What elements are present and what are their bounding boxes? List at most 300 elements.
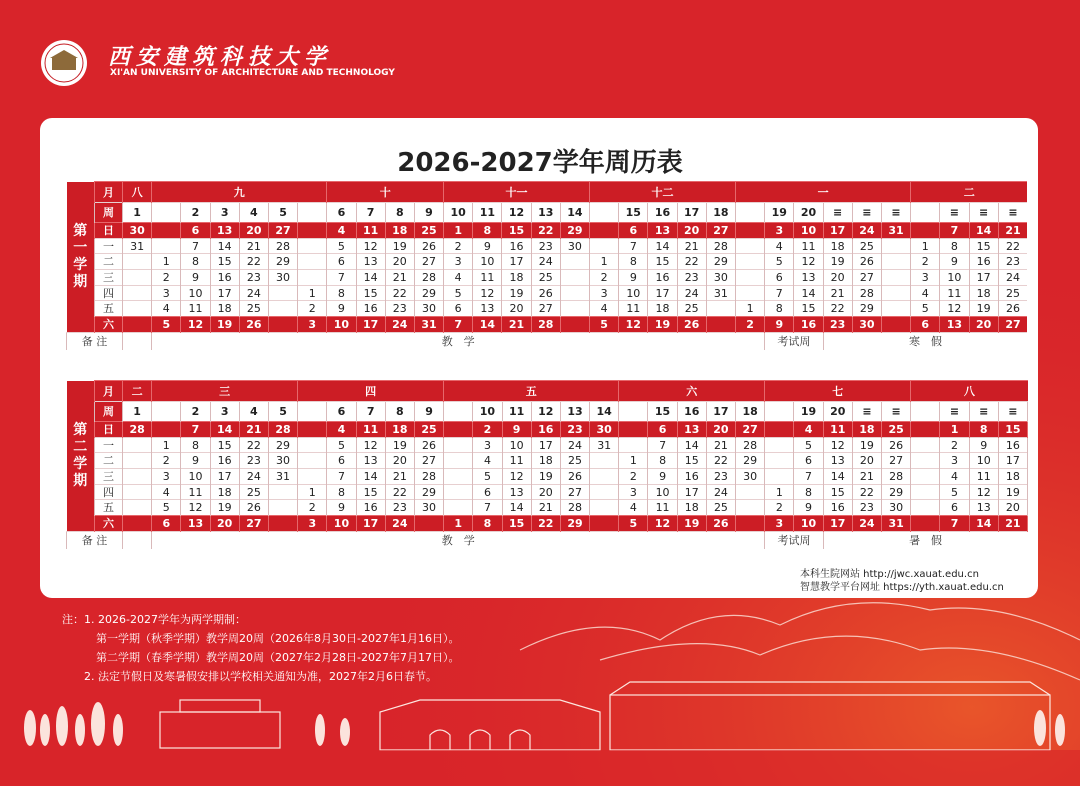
date-cell: 16 <box>356 500 385 516</box>
date-cell <box>298 469 327 485</box>
date-cell: 27 <box>852 270 881 286</box>
date-cell: 7 <box>765 285 794 301</box>
date-cell: 4 <box>152 484 181 500</box>
date-cell <box>911 437 940 453</box>
day-row <box>67 285 1028 301</box>
date-cell: 3 <box>473 437 502 453</box>
day-row <box>67 254 1028 270</box>
date-cell <box>765 453 794 469</box>
date-cell: 1 <box>736 301 765 317</box>
date-cell: 28 <box>123 422 152 438</box>
date-cell: 1 <box>298 484 327 500</box>
date-cell: 6 <box>473 484 502 500</box>
date-cell: 20 <box>502 301 531 317</box>
date-cell: 12 <box>969 484 998 500</box>
date-cell: 16 <box>356 301 385 317</box>
date-cell: 24 <box>852 223 881 239</box>
weekday-label: 日 <box>95 223 123 239</box>
date-cell: 13 <box>210 223 239 239</box>
date-cell: 4 <box>473 453 502 469</box>
date-cell: 6 <box>444 301 473 317</box>
date-cell: 23 <box>385 301 414 317</box>
university-name-cn: 西安建筑科技大学 <box>108 44 333 70</box>
date-cell: 12 <box>823 437 852 453</box>
date-cell: 19 <box>998 484 1027 500</box>
week-number-cell: 1 <box>123 203 152 223</box>
date-cell: 31 <box>268 469 297 485</box>
week-number-cell: 18 <box>706 203 735 223</box>
date-cell: 1 <box>619 453 648 469</box>
week-number-cell: 4 <box>239 203 268 223</box>
date-cell: 9 <box>181 453 210 469</box>
date-cell: 25 <box>998 285 1027 301</box>
week-number-cell: 10 <box>473 402 502 422</box>
date-cell: 3 <box>298 516 327 532</box>
date-cell: 25 <box>414 422 443 438</box>
date-cell <box>152 238 181 254</box>
date-cell <box>911 500 940 516</box>
week-number-cell: 8 <box>385 402 414 422</box>
date-cell: 6 <box>152 516 181 532</box>
date-cell: 12 <box>619 317 648 333</box>
date-cell <box>268 285 297 301</box>
date-cell: 5 <box>590 317 619 333</box>
week-number-cell: 14 <box>590 402 619 422</box>
date-cell: 10 <box>502 437 531 453</box>
month-row <box>67 381 1028 402</box>
date-cell: 2 <box>619 469 648 485</box>
date-cell: 2 <box>298 301 327 317</box>
date-cell: 21 <box>385 270 414 286</box>
date-cell: 27 <box>706 223 735 239</box>
date-cell: 7 <box>327 270 356 286</box>
date-cell: 30 <box>590 422 619 438</box>
date-cell: 9 <box>181 270 210 286</box>
date-cell: 25 <box>239 301 268 317</box>
date-cell: 25 <box>239 484 268 500</box>
week-number-cell: 7 <box>356 402 385 422</box>
date-cell: 19 <box>969 301 998 317</box>
date-cell: 2 <box>152 270 181 286</box>
date-cell <box>123 317 152 333</box>
date-cell: 1 <box>444 516 473 532</box>
date-cell: 19 <box>385 437 414 453</box>
date-cell <box>298 223 327 239</box>
month-row <box>67 182 1028 203</box>
date-cell <box>736 516 765 532</box>
week-number-cell <box>444 402 473 422</box>
date-cell <box>123 254 152 270</box>
week-number-cell: 10 <box>444 203 473 223</box>
date-cell <box>765 437 794 453</box>
date-cell: 26 <box>998 301 1027 317</box>
date-cell: 17 <box>823 516 852 532</box>
remark-cell: 考试周 <box>765 531 823 549</box>
date-cell: 4 <box>765 238 794 254</box>
date-cell: 6 <box>327 453 356 469</box>
date-cell: 20 <box>852 453 881 469</box>
date-cell <box>560 285 589 301</box>
date-cell <box>414 516 443 532</box>
remark-cell <box>123 531 152 549</box>
week-number-cell <box>736 203 765 223</box>
date-cell: 8 <box>181 437 210 453</box>
yth-website-link[interactable]: 智慧教学平台网址 https://yth.xauat.edu.cn <box>800 582 1004 593</box>
date-cell: 27 <box>560 484 589 500</box>
week-number-cell: 12 <box>502 203 531 223</box>
remarks-label: 备 注 <box>67 332 123 350</box>
date-cell: 31 <box>881 223 910 239</box>
date-cell: 14 <box>794 285 823 301</box>
date-cell: 2 <box>736 317 765 333</box>
date-cell: 16 <box>648 270 677 286</box>
date-cell: 17 <box>210 285 239 301</box>
date-cell: 15 <box>356 285 385 301</box>
week-number-cell: 9 <box>414 203 443 223</box>
date-cell: 11 <box>356 422 385 438</box>
week-number-cell: 5 <box>268 203 297 223</box>
date-cell: 17 <box>998 453 1027 469</box>
date-cell: 7 <box>181 422 210 438</box>
date-cell: 12 <box>648 516 677 532</box>
date-cell <box>881 301 910 317</box>
date-cell <box>881 317 910 333</box>
date-cell: 19 <box>210 500 239 516</box>
date-cell: 20 <box>823 270 852 286</box>
date-cell: 12 <box>473 285 502 301</box>
date-cell: 30 <box>852 317 881 333</box>
date-cell: 26 <box>414 238 443 254</box>
date-cell: 17 <box>356 516 385 532</box>
website-links <box>800 568 1004 594</box>
date-cell: 30 <box>268 270 297 286</box>
week-number-cell: 2 <box>181 203 210 223</box>
week-number-cell: 3 <box>210 203 239 223</box>
date-cell: 18 <box>969 285 998 301</box>
date-cell: 29 <box>414 285 443 301</box>
date-cell: 11 <box>181 484 210 500</box>
date-cell <box>123 301 152 317</box>
date-cell <box>298 270 327 286</box>
weekday-label: 四 <box>95 285 123 301</box>
day-row <box>67 223 1028 239</box>
date-cell: 15 <box>677 453 706 469</box>
date-cell <box>444 453 473 469</box>
date-cell: 23 <box>823 317 852 333</box>
date-cell: 18 <box>677 500 706 516</box>
date-cell: 28 <box>268 238 297 254</box>
date-cell: 12 <box>356 238 385 254</box>
date-cell: 26 <box>414 437 443 453</box>
date-cell <box>736 285 765 301</box>
date-cell <box>444 422 473 438</box>
date-cell <box>444 469 473 485</box>
date-cell: 21 <box>502 317 531 333</box>
date-cell: 15 <box>794 301 823 317</box>
date-cell <box>736 500 765 516</box>
date-cell: 5 <box>473 469 502 485</box>
date-cell: 5 <box>444 285 473 301</box>
date-cell: 8 <box>327 285 356 301</box>
week-number-cell <box>619 402 648 422</box>
month-label: 月 <box>95 381 123 402</box>
remarks-row <box>67 332 1028 350</box>
date-cell <box>590 516 619 532</box>
date-cell: 28 <box>852 285 881 301</box>
weekday-label: 一 <box>95 437 123 453</box>
date-cell: 5 <box>152 317 181 333</box>
date-cell: 2 <box>590 270 619 286</box>
date-cell: 24 <box>385 317 414 333</box>
week-number-cell: ≡ <box>998 402 1027 422</box>
date-cell: 16 <box>502 238 531 254</box>
weekday-label: 三 <box>95 469 123 485</box>
date-cell: 25 <box>677 301 706 317</box>
day-row <box>67 469 1028 485</box>
date-cell: 23 <box>239 453 268 469</box>
remarks-label: 备 注 <box>67 531 123 549</box>
date-cell: 6 <box>794 453 823 469</box>
date-cell: 24 <box>998 270 1027 286</box>
date-cell: 14 <box>210 238 239 254</box>
date-cell: 13 <box>502 484 531 500</box>
date-cell <box>560 317 589 333</box>
date-cell: 22 <box>706 453 735 469</box>
date-cell: 22 <box>239 437 268 453</box>
date-cell <box>619 437 648 453</box>
week-number-cell: 11 <box>473 203 502 223</box>
date-cell: 1 <box>940 422 969 438</box>
date-cell: 17 <box>823 223 852 239</box>
date-cell: 16 <box>210 453 239 469</box>
date-cell: 21 <box>998 516 1027 532</box>
date-cell: 12 <box>502 469 531 485</box>
date-cell: 4 <box>619 500 648 516</box>
date-cell: 16 <box>998 437 1027 453</box>
date-cell: 31 <box>706 285 735 301</box>
date-cell: 29 <box>706 254 735 270</box>
week-number-cell: ≡ <box>881 203 910 223</box>
date-cell: 31 <box>882 516 911 532</box>
note-1b: 第二学期（春季学期）教学周20周（2027年2月28日-2027年7月17日）。 <box>96 651 460 664</box>
week-number-cell: ≡ <box>852 203 881 223</box>
weekday-label: 六 <box>95 516 123 532</box>
date-cell: 21 <box>998 223 1027 239</box>
date-cell: 18 <box>648 301 677 317</box>
week-number-cell <box>911 402 940 422</box>
date-cell: 15 <box>210 254 239 270</box>
date-cell: 15 <box>823 484 852 500</box>
date-cell: 10 <box>181 469 210 485</box>
date-cell <box>123 516 152 532</box>
month-cell: 三 <box>152 381 298 402</box>
date-cell: 4 <box>444 270 473 286</box>
date-cell <box>736 484 765 500</box>
week-number-cell: 18 <box>736 402 765 422</box>
month-cell: 十二 <box>590 182 736 203</box>
date-cell: 26 <box>239 500 268 516</box>
date-cell: 13 <box>648 223 677 239</box>
week-number-cell <box>152 402 181 422</box>
date-cell: 16 <box>531 422 560 438</box>
date-cell: 16 <box>969 254 998 270</box>
date-cell <box>911 422 940 438</box>
date-cell: 15 <box>969 238 998 254</box>
weekday-label: 六 <box>95 317 123 333</box>
date-cell: 23 <box>239 270 268 286</box>
date-cell: 23 <box>998 254 1027 270</box>
date-cell: 10 <box>794 223 823 239</box>
date-cell <box>590 223 619 239</box>
date-cell: 3 <box>911 270 940 286</box>
date-cell: 16 <box>210 270 239 286</box>
semester-label: 第一学期 <box>67 182 95 333</box>
date-cell <box>268 301 297 317</box>
month-cell: 五 <box>444 381 619 402</box>
date-cell: 30 <box>414 301 443 317</box>
date-cell: 7 <box>181 238 210 254</box>
date-cell: 11 <box>473 270 502 286</box>
date-cell: 17 <box>531 437 560 453</box>
date-cell: 1 <box>765 484 794 500</box>
note-1: 注：1. 2026-2027学年为两学期制： <box>62 613 246 626</box>
date-cell <box>619 422 648 438</box>
date-cell: 9 <box>765 317 794 333</box>
date-cell: 17 <box>969 270 998 286</box>
date-cell: 9 <box>327 500 356 516</box>
date-cell: 25 <box>531 270 560 286</box>
date-cell: 3 <box>619 484 648 500</box>
week-number-cell: 14 <box>560 203 589 223</box>
date-cell: 8 <box>765 301 794 317</box>
date-cell: 4 <box>940 469 969 485</box>
day-row <box>67 500 1028 516</box>
week-number-cell <box>298 203 327 223</box>
date-cell: 19 <box>502 285 531 301</box>
date-cell: 19 <box>648 317 677 333</box>
date-cell: 20 <box>969 317 998 333</box>
date-cell: 18 <box>210 484 239 500</box>
date-cell: 12 <box>940 301 969 317</box>
date-cell: 27 <box>414 453 443 469</box>
semester2-calendar-table <box>66 380 1028 549</box>
date-cell: 9 <box>794 500 823 516</box>
date-cell: 6 <box>648 422 677 438</box>
date-cell: 6 <box>940 500 969 516</box>
date-cell: 28 <box>268 422 297 438</box>
week-number-cell: 17 <box>706 402 735 422</box>
date-cell: 27 <box>239 516 268 532</box>
date-cell: 25 <box>560 453 589 469</box>
date-cell: 7 <box>940 223 969 239</box>
date-cell <box>590 500 619 516</box>
date-cell: 14 <box>473 317 502 333</box>
date-cell: 22 <box>531 223 560 239</box>
week-number-cell: 16 <box>648 203 677 223</box>
date-cell: 26 <box>852 254 881 270</box>
date-cell: 9 <box>473 238 502 254</box>
month-cell: 八 <box>911 381 1028 402</box>
date-cell: 16 <box>823 500 852 516</box>
date-cell: 6 <box>327 254 356 270</box>
date-cell: 22 <box>385 285 414 301</box>
date-cell: 18 <box>385 223 414 239</box>
date-cell <box>268 317 297 333</box>
date-cell: 3 <box>765 516 794 532</box>
date-cell: 24 <box>852 516 881 532</box>
remark-cell: 考试周 <box>765 332 823 350</box>
day-row <box>67 270 1028 286</box>
week-number-cell: ≡ <box>998 203 1027 223</box>
remark-cell: 寒 假 <box>823 332 1027 350</box>
date-cell: 11 <box>648 500 677 516</box>
date-cell <box>268 516 297 532</box>
month-cell: 二 <box>911 182 1028 203</box>
date-cell <box>123 484 152 500</box>
date-cell: 20 <box>385 254 414 270</box>
week-number-cell: ≡ <box>882 402 911 422</box>
date-cell <box>123 437 152 453</box>
date-cell: 2 <box>152 453 181 469</box>
date-cell <box>881 285 910 301</box>
date-cell: 22 <box>852 484 881 500</box>
week-row <box>67 203 1028 223</box>
jwc-website-link[interactable]: 本科生院网站 http://jwc.xauat.edu.cn <box>800 569 979 580</box>
date-cell: 30 <box>414 500 443 516</box>
date-cell: 4 <box>327 223 356 239</box>
date-cell <box>444 484 473 500</box>
date-cell: 7 <box>473 500 502 516</box>
date-cell <box>152 422 181 438</box>
date-cell: 27 <box>882 453 911 469</box>
week-number-cell: ≡ <box>940 203 969 223</box>
date-cell: 29 <box>736 453 765 469</box>
date-cell: 5 <box>911 301 940 317</box>
date-cell: 22 <box>998 238 1027 254</box>
date-cell: 14 <box>356 270 385 286</box>
date-cell: 23 <box>706 469 735 485</box>
week-number-cell <box>152 203 181 223</box>
date-cell: 17 <box>502 254 531 270</box>
week-number-cell: 5 <box>268 402 297 422</box>
date-cell: 11 <box>356 223 385 239</box>
date-cell: 10 <box>327 317 356 333</box>
date-cell: 1 <box>590 254 619 270</box>
date-cell: 1 <box>298 285 327 301</box>
date-cell <box>881 270 910 286</box>
date-cell: 23 <box>531 238 560 254</box>
date-cell: 14 <box>648 238 677 254</box>
date-cell: 8 <box>473 516 502 532</box>
date-cell: 15 <box>356 484 385 500</box>
week-number-cell: 20 <box>823 402 852 422</box>
date-cell <box>298 238 327 254</box>
date-cell: 29 <box>268 437 297 453</box>
date-cell: 11 <box>969 469 998 485</box>
date-cell: 12 <box>181 317 210 333</box>
date-cell: 13 <box>356 254 385 270</box>
week-number-cell: 15 <box>648 402 677 422</box>
date-cell: 28 <box>414 270 443 286</box>
date-cell: 13 <box>181 516 210 532</box>
date-cell: 9 <box>969 437 998 453</box>
week-number-cell: 19 <box>765 203 794 223</box>
date-cell <box>590 484 619 500</box>
date-cell: 26 <box>882 437 911 453</box>
date-cell: 18 <box>823 238 852 254</box>
date-cell <box>123 285 152 301</box>
date-cell: 2 <box>444 238 473 254</box>
